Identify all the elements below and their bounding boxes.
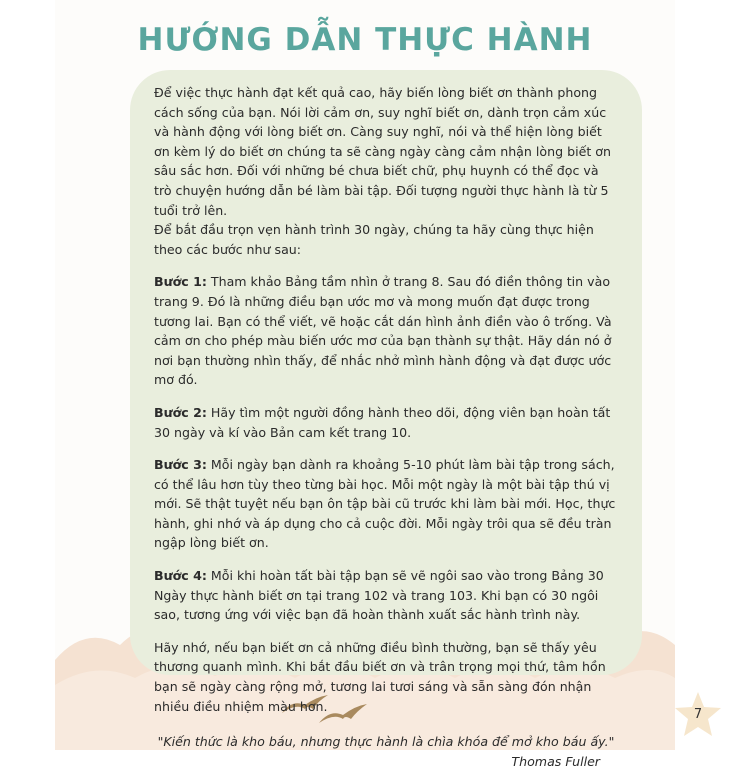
step-text: Hãy tìm một người đồng hành theo dõi, động viên bạn hoàn tất 30 ngày và kí vào Bản cam kết trang 10.	[154, 404, 611, 440]
step-label: Bước 1:	[154, 274, 207, 290]
step-label: Bước 3:	[154, 457, 207, 473]
step-2	[154, 403, 618, 442]
step-text: Mỗi ngày bạn dành ra khoảng 5-10 phút làm bài tập trong sách, có thể lâu hơn tùy theo từng bài học. Mỗi một ngày là một bài tập thú vị mới. Sẽ thật tuyệt nếu bạn ôn tập bài cũ trước khi làm bài mới. Học, thực hành, ghi nhớ và áp dụng cho cả cuộc đời. Mỗi ngày trôi qua sẽ đều tràn ngập lòng biết ơn.	[154, 457, 616, 551]
step-text: Mỗi khi hoàn tất bài tập bạn sẽ vẽ ngôi sao vào trong Bảng 30 Ngày thực hành biết ơn tại trang 102 và trang 103. Khi bạn có 30 ngôi sao, tương ứng với việc bạn đã hoàn thành xuất sắc hành trình này.	[154, 568, 604, 623]
intro-paragraph: Để việc thực hành đạt kết quả cao, hãy biến lòng biết ơn thành phong cách sống của bạn. Nói lời cảm ơn, suy nghĩ biết ơn, dành trọn cảm xúc và hành động với lòng biết ơn. Càng suy nghĩ, nói và thể hiện lòng biết ơn kèm lý do biết ơn chúng ta sẽ càng ngày càng cảm nhận lòng biết ơn sâu sắc hơn. Đối với những bé chưa biết chữ, phụ huynh có thể đọc và trò chuyện hướng dẫn bé làm bài tập. Đối tượng người thực hành là từ 5 tuổi trở lên.	[154, 85, 611, 218]
book-page	[55, 0, 703, 769]
step-label: Bước 2:	[154, 404, 207, 420]
step-text: Tham khảo Bảng tầm nhìn ở trang 8. Sau đó điền thông tin vào trang 9. Đó là những điều bạn ước mơ và mong muốn đạt được trong tương lai. Bạn có thể viết, vẽ hoặc cắt dán hình ảnh điền vào ô trống. Và cảm ơn cho phép màu biến ước mơ của bạn thành sự thật. Hãy dán nó ở nơi bạn thường nhìn thấy, để nhắc nhở mình hành động và đạt được ước mơ đó.	[154, 274, 612, 388]
page-title: HƯỚNG DẪN THỰC HÀNH	[137, 22, 593, 58]
closing-paragraph: Hãy nhớ, nếu bạn biết ơn cả những điều bình thường, bạn sẽ thấy yêu thương quanh mình. Khi bắt đầu biết ơn và trân trọng mọi thứ, tâm hồn bạn sẽ ngày càng rộng mở, tương lai tươi sáng và sẵn sàng đón nhận nhiều điều nhiệm màu hơn.	[154, 639, 606, 714]
step-1	[154, 272, 618, 390]
step-label: Bước 4:	[154, 568, 207, 584]
page-number-badge	[672, 690, 724, 738]
step-3	[154, 455, 618, 553]
quote-author: Thomas Fuller	[511, 753, 600, 769]
quote: "Kiến thức là kho báu, nhưng thực hành là chìa khóa để mở kho báu ấy."	[157, 734, 615, 750]
step-4	[154, 566, 618, 625]
intro-paragraph: Để bắt đầu trọn vẹn hành trình 30 ngày, chúng ta hãy cùng thực hiện theo các bước như sau:	[154, 222, 594, 257]
page-number: 7	[693, 706, 703, 722]
instructions-card	[130, 70, 642, 769]
